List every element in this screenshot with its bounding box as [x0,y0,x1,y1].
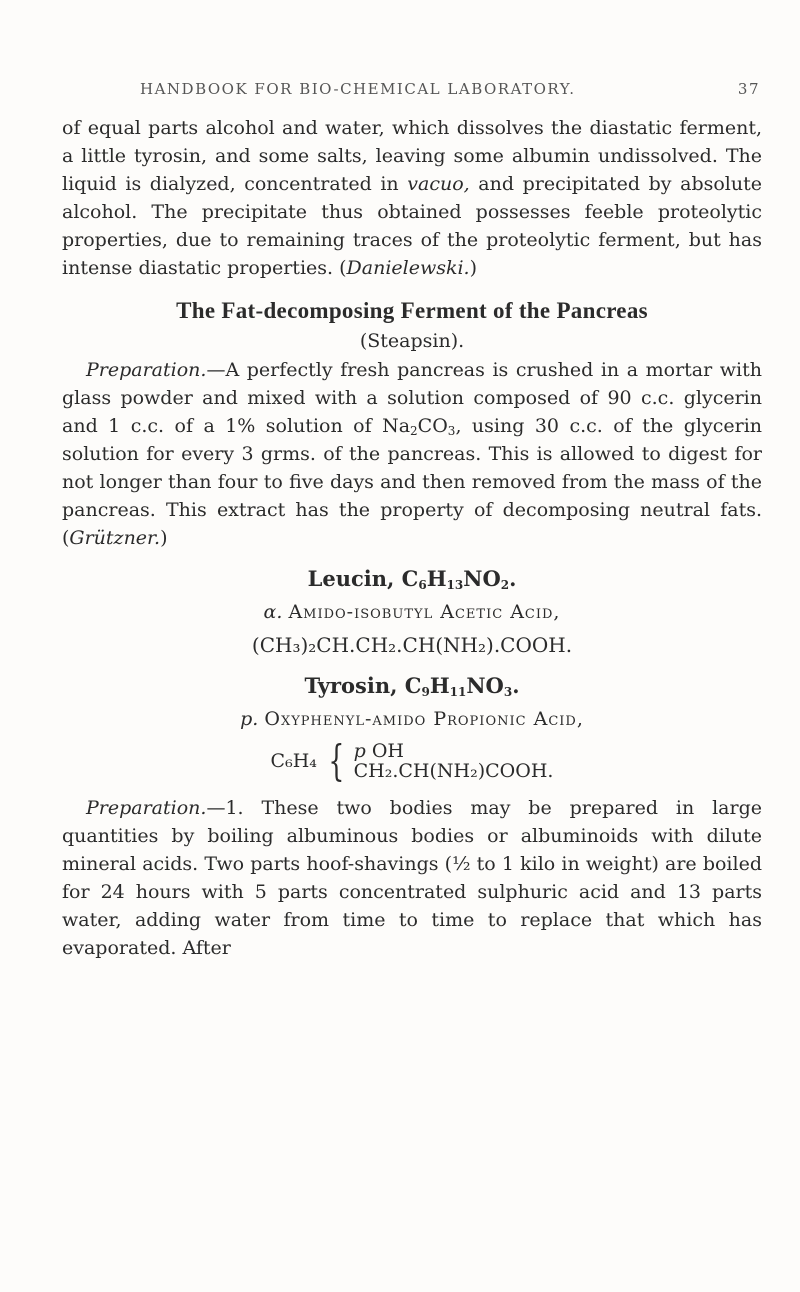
tyrosin-substituent-2: CH₂.CH(NH₂)COOH. [353,760,554,782]
tyrosin-sub-o: 3 [503,685,513,699]
para2-text-c: , using 30 c.c. of the glycerin solution for every 3 grms. of the pancreas. This is allowed to digest for not longer than four to five days and then removed from the mass of the pancreas. This extract has the property of decomposing neutral fats. ( [62,415,763,549]
leucin-systematic-name [62,601,762,623]
leucin-name: Leucin, C [307,566,419,591]
leucin-alpha: α. [263,601,283,623]
para1-italic-vacuo: vacuo, [407,173,470,195]
tyrosin-end: . [512,673,520,698]
paragraph-diastatic [62,114,762,282]
page-number: 37 [737,80,760,98]
tyrosin-rest: NO [466,673,504,698]
leucin-sub-o: 2 [500,578,510,592]
leucin-rest: NO [463,566,501,591]
tyrosin-sub-c: 9 [421,685,430,699]
tyrosin-p: p. [240,708,259,730]
section-title: The Fat-decomposing Ferment of the Pancreas [176,298,648,323]
tyrosin-sc-name: Oxyphenyl-amido Propionic Acid, [264,708,584,730]
para1-text-b: and precipitated by absolute alcohol. The precipitate thus obtained possesses feeble proteolytic properties, due to remaining traces of the proteolytic ferment, but has intense diastatic properties. ( [62,173,763,279]
section-subtitle: (Steapsin). [359,330,465,352]
tyrosin-para: p [353,740,366,762]
para2-sub2: 3 [447,424,456,438]
page-body [62,114,762,962]
tyrosin-h: H [429,673,450,698]
para1-author: Danielewski. [346,257,470,279]
leucin-heading [62,566,762,591]
para1-text-c: ) [469,257,478,279]
brace-symbol: { [328,736,345,785]
para2-text-b: CO [417,415,448,437]
tyrosin-oh: OH [365,740,404,762]
paragraph-steapsin [62,356,762,552]
tyrosin-structure [62,736,762,785]
leucin-end: . [509,566,517,591]
leucin-sc-name: Amido-isobutyl Acetic Acid, [288,601,561,623]
tyrosin-substituents [354,741,554,781]
para2-text-d: ) [160,527,168,549]
tyrosin-substituent-1 [354,741,554,761]
tyrosin-name: Tyrosin, C [304,673,422,698]
para3-label: Preparation. [86,797,207,819]
running-title: HANDBOOK FOR BIO-CHEMICAL LABORATORY. [140,80,576,98]
leucin-sub-c: 6 [418,578,427,592]
leucin-sub-h: 13 [446,578,464,592]
para3-text: —1. These two bodies may be prepared in large quantities by boiling albuminous bodies or albuminoids with dilute mineral acids. Two parts hoof-shavings (½ to 1 kilo in weight) are boiled for 24 hours with 5 parts concentrated sulphuric acid and 13 parts water, adding water from time to time to replace that which has evaporated. After [62,797,762,959]
para1-text: of equal parts alcohol and water, which dissolves the diastatic ferment, a little tyrosin, and some salts, leaving some albumin undissolved. The liquid is dialyzed, concentrated in [62,117,762,195]
running-header [140,80,760,98]
para2-label: Preparation. [86,359,207,381]
tyrosin-systematic-name [62,708,762,730]
leucin-h: H [426,566,447,591]
paragraph-preparation-tyrosin [62,794,762,962]
para2-sub1: 2 [410,424,418,438]
para2-text: —A perfectly fresh pancreas is crushed in a mortar with glass powder and mixed with a solution composed of 90 c.c. glycerin and 1 c.c. of a 1% solution of Na [62,359,762,437]
leucin-formula: (CH₃)₂CH.CH₂.CH(NH₂).COOH. [251,633,573,657]
tyrosin-sub-h: 11 [449,685,467,699]
tyrosin-core: C₆H₄ [270,750,317,772]
para2-author: Grützner. [69,527,161,549]
tyrosin-heading [62,673,762,698]
